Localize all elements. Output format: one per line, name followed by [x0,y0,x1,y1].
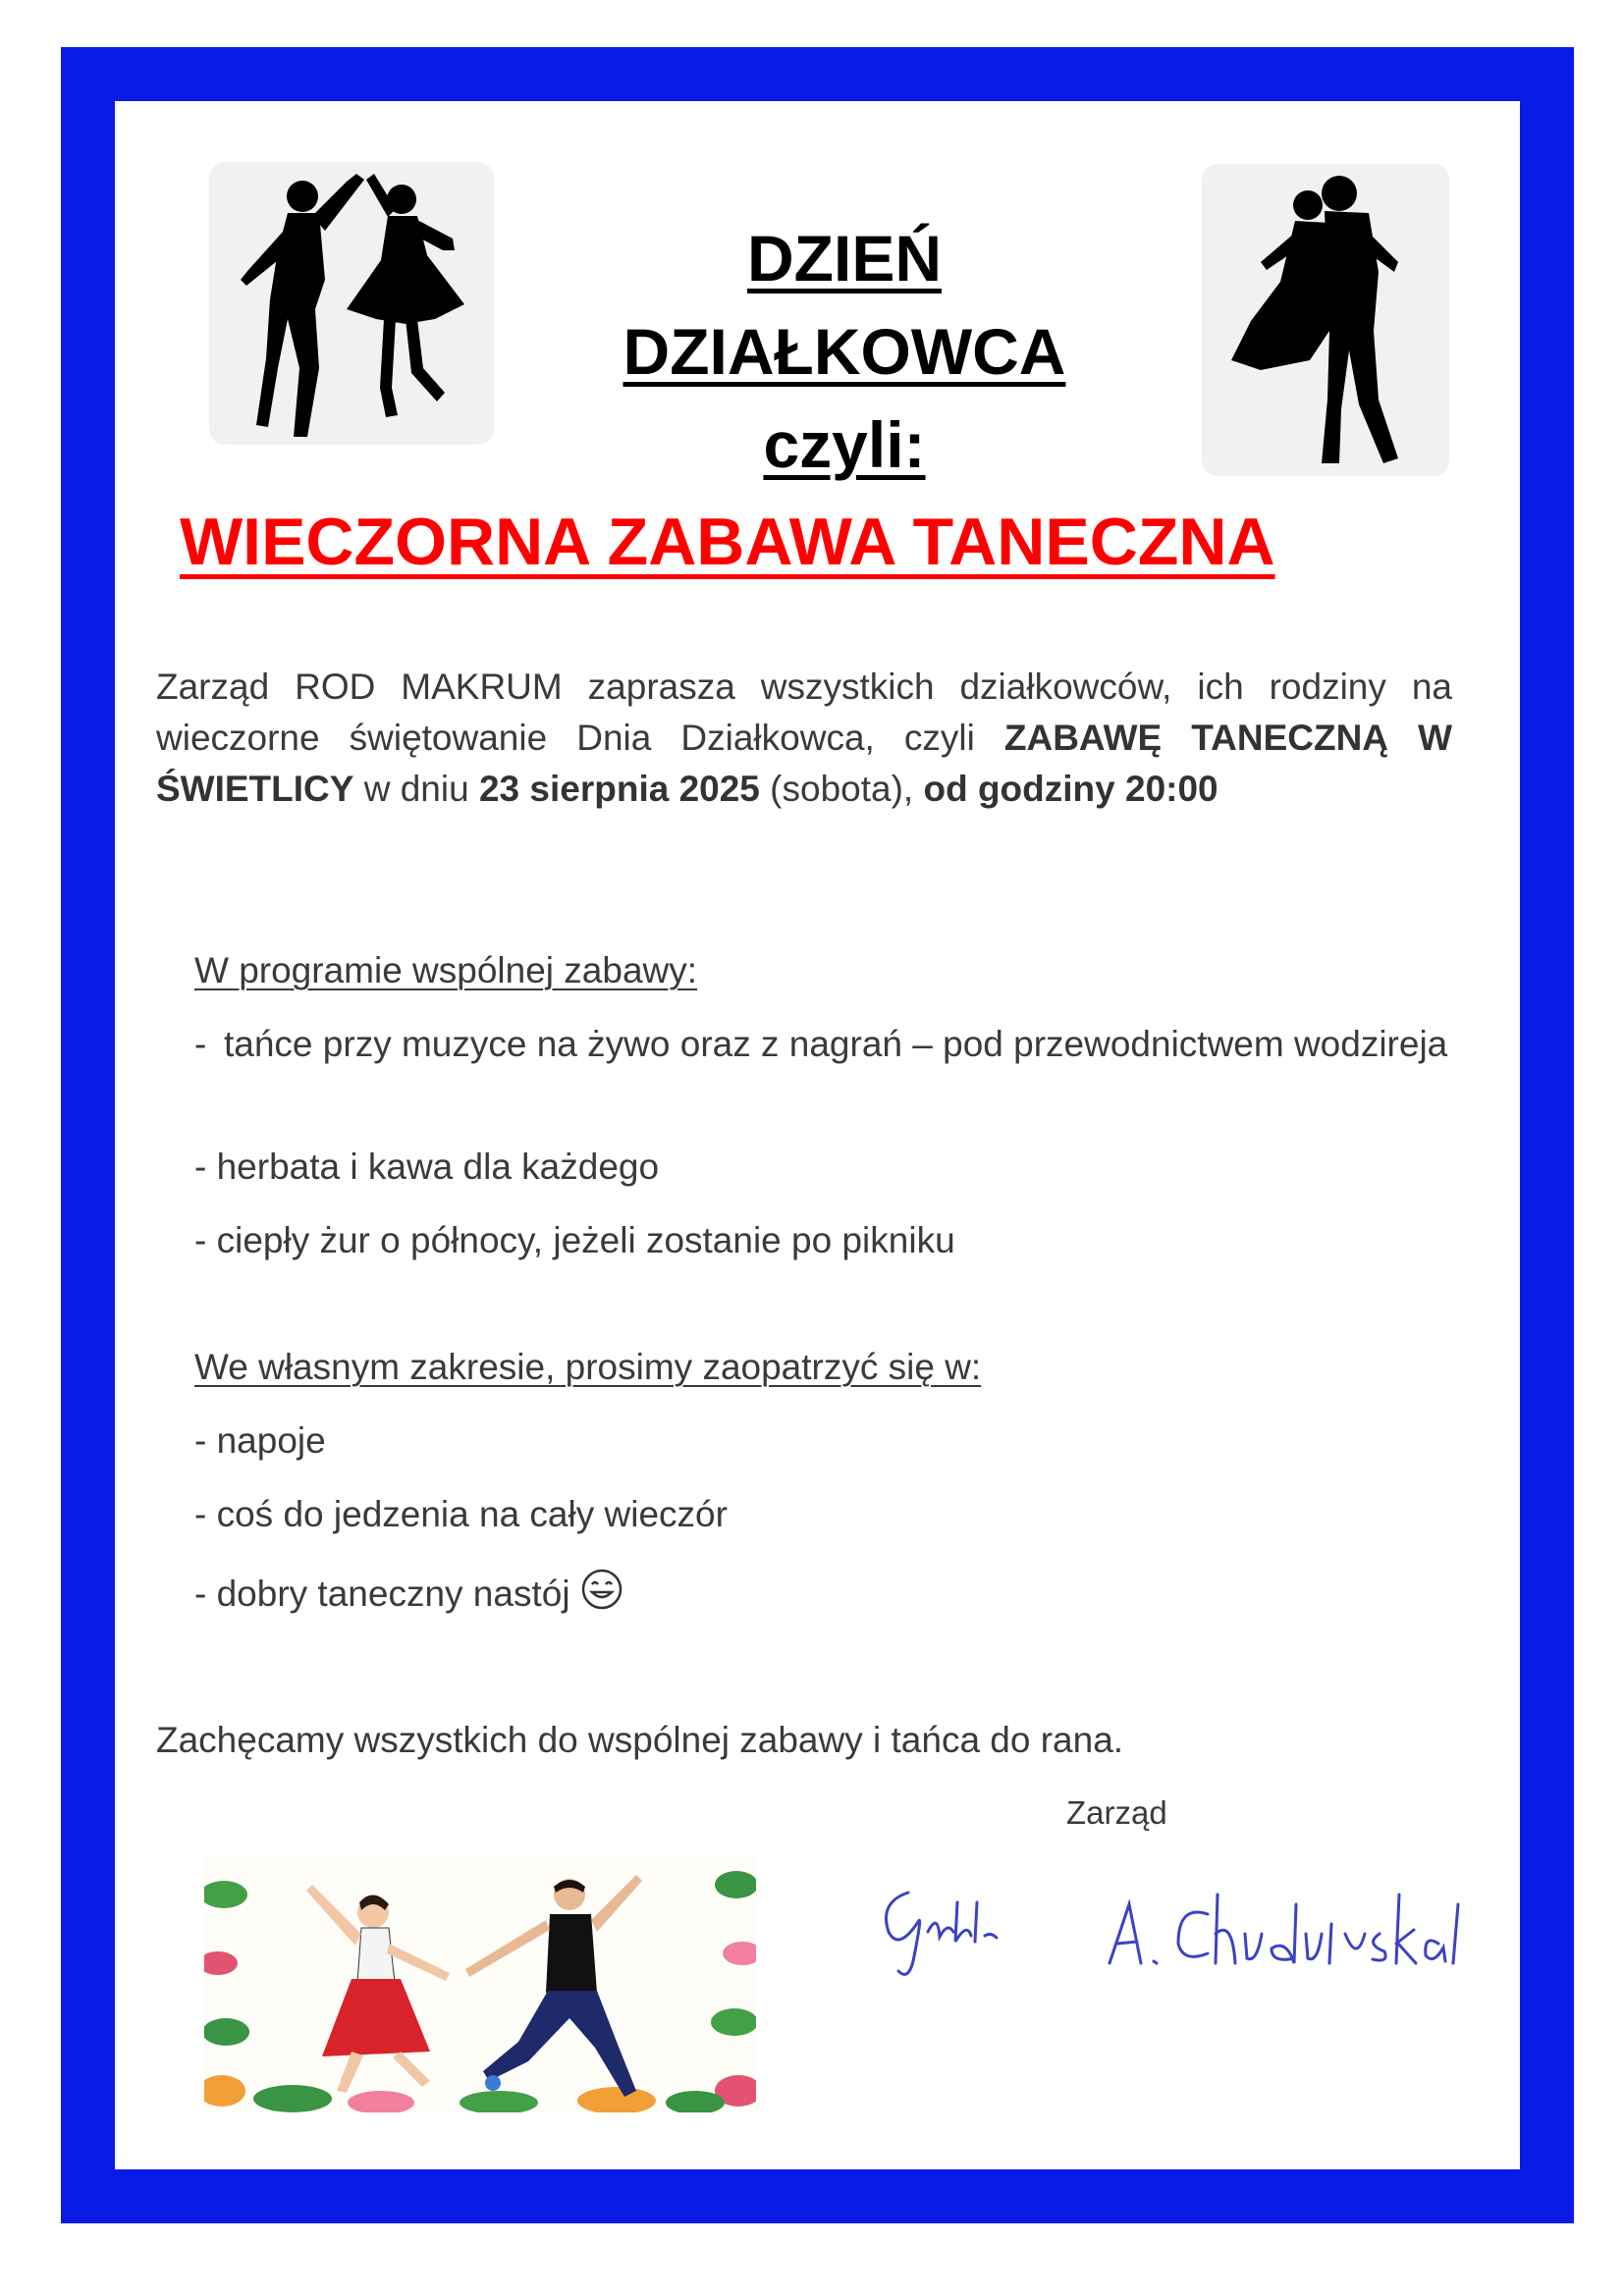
signature-1 [869,1863,1046,1991]
supplies-item-food: - coś do jedzenia na cały wieczór [194,1494,728,1534]
smiley-icon [580,1568,623,1625]
ballroom-couple-icon [1202,164,1449,476]
title-line-3: czyli: [763,408,926,481]
intro-paragraph: Zarząd ROD MAKRUM zaprasza wszystkich działkowców, ich rodziny na wieczorne świętowanie Dnia Działkowca, czyli ZABAWĘ TANECZNĄ W ŚWIETLICY w dniu 23 sierpnia 2025 (sobota), od godziny 20:00 [156,667,1453,809]
program-item-dancing: - tańce przy muzyce na żywo oraz z nagrań – pod przewodnictwem wodzireja [194,1024,1448,1064]
own-supplies-heading: We własnym zakresie, prosimy zaopatrzyć się w: [194,1347,982,1387]
program-item-soup: - ciepły żur o północy, jeżeli zostanie po pikniku [194,1220,955,1260]
title-line-1: DZIEŃ [747,222,942,294]
supplies-item-mood: - dobry taneczny nastój [194,1568,623,1625]
closing-sentence: Zachęcamy wszystkich do wspólnej zabawy i tańca do rana. [156,1720,1124,1760]
dancing-couple-silhouette-left [209,162,494,445]
ballroom-couple-silhouette-right [1202,164,1449,476]
signoff-board: Zarząd [1066,1794,1167,1831]
signature-2 [1100,1865,1473,1983]
program-heading: W programie wspólnej zabawy: [194,950,698,990]
swing-dancers-illustration [204,1855,756,2112]
program-item-drinks: - herbata i kawa dla każdego [194,1147,660,1187]
dancing-couple-icon [209,162,494,445]
supplies-item-drinks: - napoje [194,1420,326,1461]
event-headline: WIECZORNA ZABAWA TANECZNA [180,505,1275,579]
title-line-2: DZIAŁKOWCA [623,315,1066,388]
